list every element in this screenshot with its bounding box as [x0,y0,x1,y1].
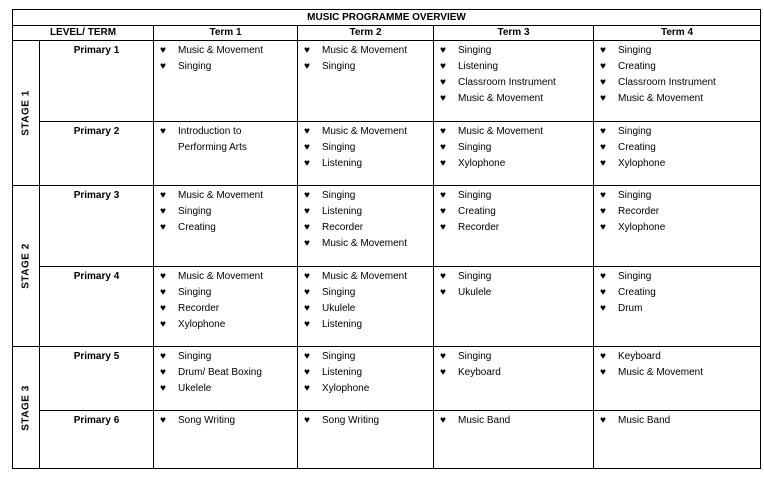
heart-bullet-icon: ♥ [304,222,310,233]
heart-bullet-icon: ♥ [440,271,446,282]
level-row [13,122,761,186]
activity-text: Listening [322,158,363,169]
heart-bullet-icon: ♥ [304,271,310,282]
activity-text: Singing [458,351,492,362]
activity-item [304,220,429,236]
activity-item [304,59,429,75]
heart-bullet-icon: ♥ [440,415,446,426]
activity-text: Singing [458,271,492,282]
level-name: Primary 5 [40,347,154,411]
heart-bullet-icon: ♥ [600,206,606,217]
heart-bullet-icon: ♥ [304,158,310,169]
heart-bullet-icon: ♥ [600,222,606,233]
heart-bullet-icon: ♥ [304,238,310,249]
heart-bullet-icon: ♥ [304,303,310,314]
activity-item [600,91,756,107]
heart-bullet-icon: ♥ [600,287,606,298]
term-2-cell [298,347,434,411]
activity-text: Creating [618,61,656,72]
activity-item [600,285,756,301]
level-term-header: LEVEL/ TERM [13,26,154,41]
activity-list [304,124,429,172]
activity-list [600,269,756,317]
heart-bullet-icon: ♥ [160,61,166,72]
header-row [13,26,761,41]
heart-bullet-icon: ♥ [160,383,166,394]
activity-list [160,413,293,429]
activity-text: Song Writing [322,415,380,426]
activity-list [160,188,293,236]
term-4-cell [594,41,761,122]
term-4-cell [594,186,761,267]
heart-bullet-icon: ♥ [304,61,310,72]
term-4-header: Term 4 [594,26,761,41]
heart-bullet-icon: ♥ [600,415,606,426]
heart-bullet-icon: ♥ [304,142,310,153]
term-3-cell [434,267,594,347]
heart-bullet-icon: ♥ [440,222,446,233]
heart-bullet-icon: ♥ [600,142,606,153]
term-2-cell [298,186,434,267]
activity-list [160,269,293,333]
term-1-cell [154,411,298,469]
activity-item [440,204,589,220]
heart-bullet-icon: ♥ [304,367,310,378]
activity-text: Keyboard [618,351,661,362]
activity-text: Music & Movement [322,238,408,249]
activity-list [304,349,429,397]
activity-text: Ukulele [322,303,356,314]
heart-bullet-icon: ♥ [440,158,446,169]
heart-bullet-icon: ♥ [440,190,446,201]
activity-text: Music & Movement [458,93,544,104]
activity-item [160,413,293,429]
activity-text: Xylophone [618,222,666,233]
activity-text: Singing [458,142,492,153]
activity-item [304,285,429,301]
activity-text: Listening [322,367,363,378]
activity-item [304,236,429,252]
heart-bullet-icon: ♥ [440,351,446,362]
heart-bullet-icon: ♥ [600,190,606,201]
heart-bullet-icon: ♥ [600,126,606,137]
activity-text: Singing [178,351,212,362]
activity-item [600,204,756,220]
activity-item [600,301,756,317]
heart-bullet-icon: ♥ [160,206,166,217]
activity-item [600,365,756,381]
term-2-cell [298,411,434,469]
heart-bullet-icon: ♥ [440,45,446,56]
activity-text: Music & Movement [458,126,544,137]
activity-item [304,43,429,59]
stage-label-cell [13,41,40,186]
heart-bullet-icon: ♥ [600,303,606,314]
level-name: Primary 6 [40,411,154,469]
activity-item [160,301,293,317]
activity-text: Creating [618,142,656,153]
activity-text: Drum/ Beat Boxing [178,367,262,378]
activity-item [160,365,293,381]
heart-bullet-icon: ♥ [304,45,310,56]
heart-bullet-icon: ♥ [304,383,310,394]
activity-item [160,124,293,156]
activity-text: Singing [322,351,356,362]
activity-text: Classroom Instrument [618,77,716,88]
activity-list [440,188,589,236]
heart-bullet-icon: ♥ [304,126,310,137]
activity-item [160,317,293,333]
activity-text: Music & Movement [178,190,264,201]
activity-item [600,59,756,75]
activity-text: Recorder [178,303,220,314]
activity-item [304,124,429,140]
activity-text: Singing [618,45,652,56]
activity-item [600,43,756,59]
activity-text: Music & Movement [322,271,408,282]
stage-label: STAGE 3 [20,384,32,431]
music-programme-table [12,9,761,469]
activity-text: Ukulele [458,287,492,298]
level-row [13,267,761,347]
heart-bullet-icon: ♥ [304,287,310,298]
heart-bullet-icon: ♥ [600,93,606,104]
heart-bullet-icon: ♥ [600,45,606,56]
activity-list [304,269,429,333]
level-name: Primary 2 [40,122,154,186]
activity-list [600,413,756,429]
activity-item [440,413,589,429]
activity-item [160,43,293,59]
activity-item [304,156,429,172]
term-3-cell [434,186,594,267]
activity-item [600,124,756,140]
term-4-cell [594,411,761,469]
activity-item [440,75,589,91]
activity-text: Music Band [618,415,671,426]
term-2-cell [298,41,434,122]
activity-item [160,349,293,365]
level-name: Primary 1 [40,41,154,122]
level-name: Primary 3 [40,186,154,267]
table-title: MUSIC PROGRAMME OVERVIEW [13,10,761,26]
level-row [13,411,761,469]
activity-text: Creating [458,206,496,217]
heart-bullet-icon: ♥ [160,271,166,282]
heart-bullet-icon: ♥ [440,61,446,72]
activity-text: Introduction to Performing Arts [178,126,247,153]
activity-item [304,349,429,365]
activity-item [304,317,429,333]
heart-bullet-icon: ♥ [160,45,166,56]
term-2-header: Term 2 [298,26,434,41]
activity-item [160,285,293,301]
term-1-cell [154,347,298,411]
activity-list [304,43,429,75]
heart-bullet-icon: ♥ [304,319,310,330]
heart-bullet-icon: ♥ [160,319,166,330]
activity-item [600,349,756,365]
heart-bullet-icon: ♥ [160,126,166,137]
term-4-cell [594,122,761,186]
activity-text: Music & Movement [322,45,408,56]
activity-list [160,43,293,75]
activity-item [600,75,756,91]
activity-text: Music & Movement [178,45,264,56]
activity-text: Recorder [458,222,500,233]
activity-item [600,156,756,172]
activity-text: Listening [322,319,363,330]
activity-text: Xylophone [618,158,666,169]
term-2-cell [298,267,434,347]
activity-list [160,349,293,397]
activity-item [160,188,293,204]
activity-list [160,124,293,156]
activity-text: Listening [458,61,499,72]
term-2-cell [298,122,434,186]
activity-item [304,301,429,317]
heart-bullet-icon: ♥ [440,142,446,153]
heart-bullet-icon: ♥ [160,222,166,233]
activity-text: Music & Movement [618,367,704,378]
activity-text: Xylophone [458,158,506,169]
heart-bullet-icon: ♥ [440,367,446,378]
heart-bullet-icon: ♥ [440,93,446,104]
heart-bullet-icon: ♥ [600,158,606,169]
activity-item [160,59,293,75]
heart-bullet-icon: ♥ [600,367,606,378]
activity-item [440,269,589,285]
activity-text: Music & Movement [178,271,264,282]
activity-item [600,269,756,285]
term-3-cell [434,41,594,122]
activity-text: Singing [458,45,492,56]
activity-text: Singing [322,287,356,298]
activity-text: Classroom Instrument [458,77,556,88]
heart-bullet-icon: ♥ [160,287,166,298]
heart-bullet-icon: ♥ [600,351,606,362]
activity-text: Singing [178,206,212,217]
activity-text: Keyboard [458,367,501,378]
heart-bullet-icon: ♥ [440,287,446,298]
term-1-cell [154,267,298,347]
activity-item [440,285,589,301]
level-row [13,347,761,411]
activity-text: Singing [618,126,652,137]
activity-text: Singing [618,190,652,201]
term-1-cell [154,122,298,186]
heart-bullet-icon: ♥ [440,126,446,137]
level-row [13,186,761,267]
activity-item [600,413,756,429]
heart-bullet-icon: ♥ [304,415,310,426]
activity-text: Xylophone [322,383,370,394]
activity-item [160,204,293,220]
stage-label: STAGE 1 [20,90,32,136]
term-4-cell [594,347,761,411]
activity-list [600,43,756,107]
activity-text: Singing [322,61,356,72]
activity-text: Music & Movement [618,93,704,104]
heart-bullet-icon: ♥ [160,190,166,201]
activity-item [440,91,589,107]
heart-bullet-icon: ♥ [160,367,166,378]
activity-text: Xylophone [178,319,226,330]
activity-item [304,269,429,285]
term-3-cell [434,122,594,186]
activity-list [600,349,756,381]
activity-list [600,188,756,236]
activity-text: Song Writing [178,415,236,426]
activity-text: Drum [618,303,643,314]
activity-item [160,269,293,285]
activity-item [440,188,589,204]
activity-item [440,140,589,156]
activity-list [304,188,429,252]
activity-item [304,188,429,204]
activity-item [600,140,756,156]
activity-item [440,365,589,381]
term-1-cell [154,186,298,267]
stage-label: STAGE 2 [20,243,32,289]
activity-text: Music Band [458,415,511,426]
heart-bullet-icon: ♥ [304,351,310,362]
term-3-cell [434,411,594,469]
activity-text: Singing [618,271,652,282]
activity-item [600,220,756,236]
heart-bullet-icon: ♥ [600,77,606,88]
activity-item [440,156,589,172]
heart-bullet-icon: ♥ [160,303,166,314]
activity-item [440,43,589,59]
activity-item [440,349,589,365]
heart-bullet-icon: ♥ [440,77,446,88]
activity-text: Recorder [618,206,660,217]
activity-item [160,381,293,397]
heart-bullet-icon: ♥ [600,271,606,282]
heart-bullet-icon: ♥ [600,61,606,72]
term-3-header: Term 3 [434,26,594,41]
activity-list [440,349,589,381]
heart-bullet-icon: ♥ [304,206,310,217]
activity-text: Listening [322,206,363,217]
heart-bullet-icon: ♥ [160,351,166,362]
activity-item [304,140,429,156]
heart-bullet-icon: ♥ [160,415,166,426]
activity-list [304,413,429,429]
activity-list [600,124,756,172]
level-row [13,41,761,122]
term-1-cell [154,41,298,122]
activity-item [304,204,429,220]
heart-bullet-icon: ♥ [304,190,310,201]
activity-item [600,188,756,204]
activity-text: Creating [178,222,216,233]
term-4-cell [594,267,761,347]
activity-list [440,269,589,301]
activity-list [440,124,589,172]
activity-text: Recorder [322,222,364,233]
activity-text: Music & Movement [322,126,408,137]
activity-text: Singing [178,287,212,298]
term-1-header: Term 1 [154,26,298,41]
activity-item [440,124,589,140]
term-3-cell [434,347,594,411]
activity-item [440,59,589,75]
activity-item [304,413,429,429]
activity-item [160,220,293,236]
activity-text: Ukelele [178,383,212,394]
activity-list [440,413,589,429]
activity-list [440,43,589,107]
activity-text: Singing [322,190,356,201]
activity-text: Singing [458,190,492,201]
activity-text: Singing [178,61,212,72]
activity-item [304,381,429,397]
activity-text: Creating [618,287,656,298]
stage-label-cell [13,186,40,347]
stage-label-cell [13,347,40,469]
activity-item [440,220,589,236]
level-name: Primary 4 [40,267,154,347]
activity-text: Singing [322,142,356,153]
activity-item [304,365,429,381]
heart-bullet-icon: ♥ [440,206,446,217]
